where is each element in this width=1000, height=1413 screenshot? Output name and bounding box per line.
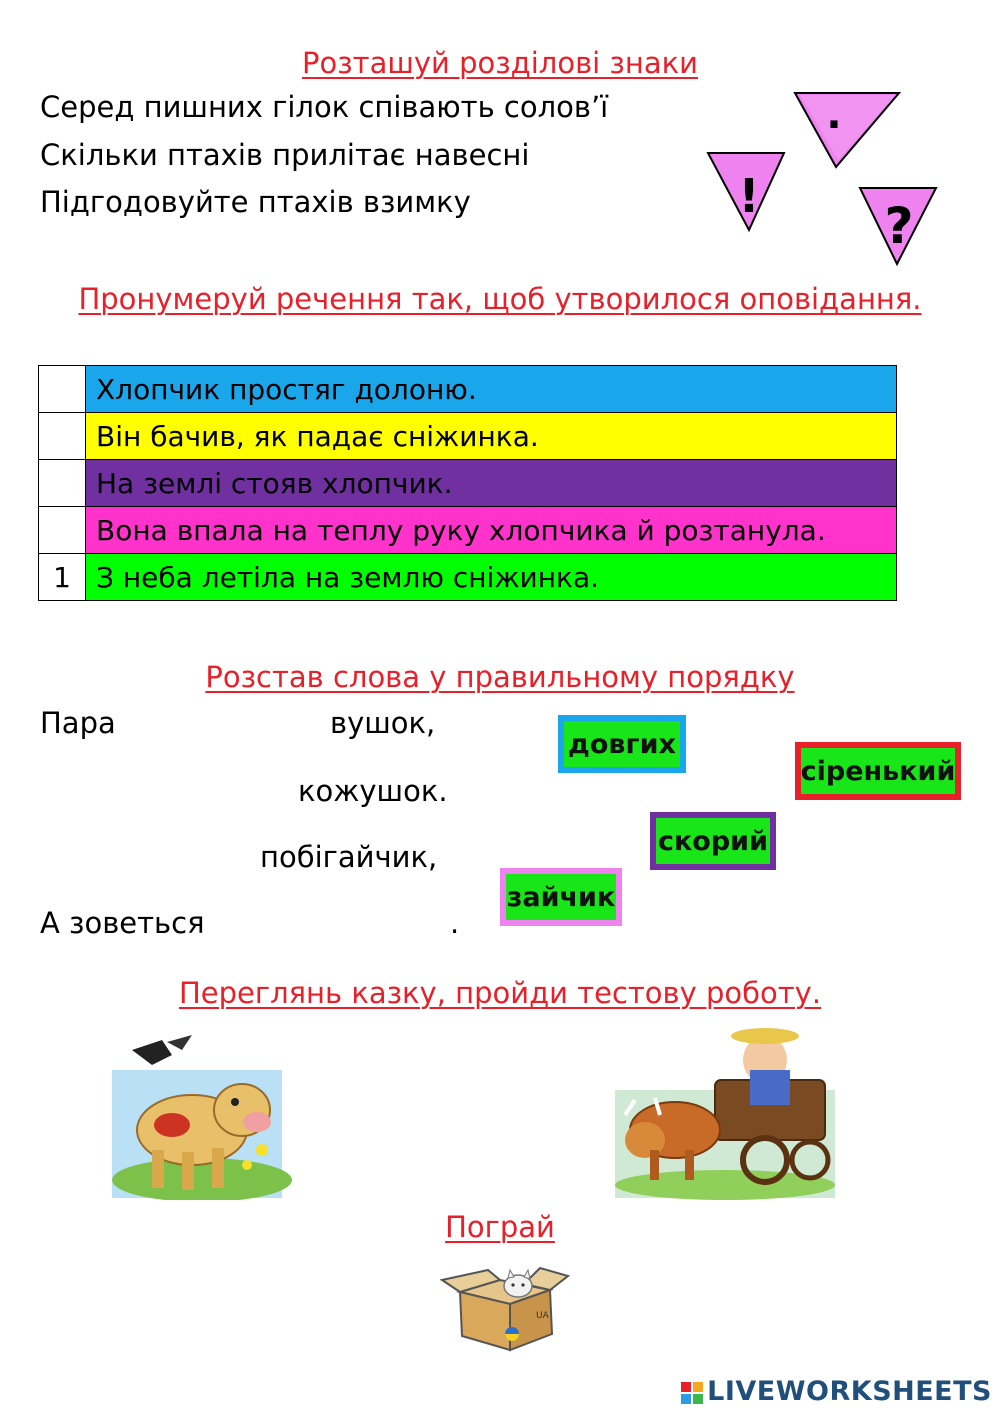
sentence-order-table: [38, 365, 897, 601]
table-row: [39, 460, 897, 507]
number-input-cell[interactable]: [39, 460, 86, 507]
sentence-cell: Вона впала на теплу руку хлопчика й розтанула.: [86, 507, 897, 554]
sentence-cell: Хлопчик простяг долоню.: [86, 366, 897, 413]
sentence-line-1: Серед пишних гілок співають солов’ї: [40, 90, 609, 124]
table-row: [39, 554, 897, 601]
period-symbol: .: [826, 92, 842, 138]
word-chip-dovhykh[interactable]: довгих: [558, 715, 686, 773]
word-chip-skoryi[interactable]: скорий: [650, 812, 776, 870]
sentence-line-2: Скільки птахів прилітає навесні: [40, 138, 530, 172]
word-chip-zaichyk[interactable]: зайчик: [500, 868, 622, 926]
number-input-cell[interactable]: [39, 507, 86, 554]
play-heading: Пограй: [445, 1210, 555, 1244]
poem-word-kozhushok: кожушок.: [298, 774, 448, 808]
straw-bull-image[interactable]: [112, 1030, 292, 1200]
story-order-heading: Пронумеруй речення так, щоб утворилося оповідання.: [78, 282, 922, 316]
poem-word-pobihaichyk: побігайчик,: [260, 840, 438, 874]
box-cat-image[interactable]: [440, 1262, 570, 1354]
number-input-cell[interactable]: [39, 366, 86, 413]
table-row: [39, 507, 897, 554]
word-chip-sirenkyi[interactable]: сіренький: [795, 742, 961, 800]
poem-word-vushok: вушок,: [330, 706, 436, 740]
table-row: [39, 366, 897, 413]
period-mark-triangle[interactable]: [792, 90, 902, 170]
question-symbol: ?: [884, 197, 914, 255]
sentence-cell: На землі стояв хлопчик.: [86, 460, 897, 507]
table-row: [39, 413, 897, 460]
number-input-cell[interactable]: [39, 413, 86, 460]
exclamation-symbol: !: [738, 169, 760, 223]
punctuation-heading: Розташуй розділові знаки: [302, 46, 698, 80]
fairytale-heading: Переглянь казку, пройди тестову роботу.: [178, 976, 822, 1010]
number-input-cell[interactable]: 1: [39, 554, 86, 601]
logo-grid-icon: [681, 1382, 703, 1404]
logo-text: LIVEWORKSHEETS: [707, 1376, 992, 1407]
sentence-line-3: Підгодовуйте птахів взимку: [40, 185, 471, 219]
poem-period: .: [450, 906, 460, 940]
question-mark-triangle[interactable]: [857, 185, 939, 267]
poem-word-para: Пара: [40, 706, 116, 740]
exclamation-mark-triangle[interactable]: [705, 150, 787, 234]
ox-cart-image[interactable]: [615, 1020, 835, 1200]
word-order-heading: Розстав слова у правильному порядку: [205, 660, 795, 694]
box-ua-label: UA: [536, 1311, 549, 1321]
sentence-cell: З неба летіла на землю сніжинка.: [86, 554, 897, 601]
poem-word-a-zovetsia: А зоветься: [40, 906, 205, 940]
liveworksheets-logo[interactable]: [681, 1376, 992, 1407]
sentence-cell: Він бачив, як падає сніжинка.: [86, 413, 897, 460]
